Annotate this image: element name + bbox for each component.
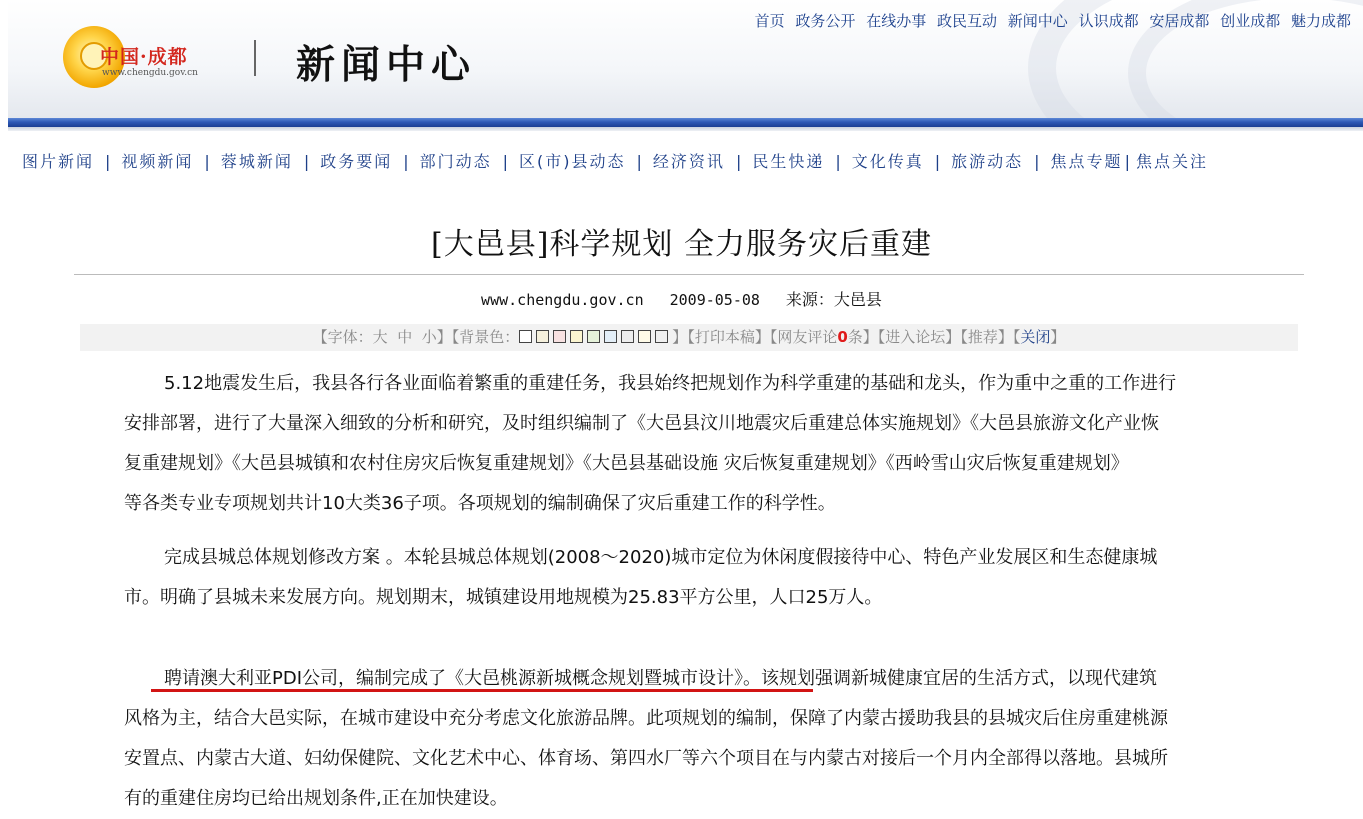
- header-divider: [254, 40, 256, 76]
- nav-culture-news[interactable]: 文化传真: [851, 152, 924, 171]
- site-logo[interactable]: [60, 22, 220, 94]
- nav-separator: |: [502, 152, 509, 171]
- bg-color-label: 【背景色：: [451, 328, 520, 346]
- article-date: 2009-05-08: [669, 291, 760, 309]
- nav-district-news[interactable]: 区(市)县动态: [519, 152, 626, 171]
- forum-link[interactable]: 【进入论坛】: [877, 328, 961, 346]
- red-highlight-underline: [151, 689, 813, 692]
- top-nav-gov-affairs[interactable]: 政务公开: [795, 12, 856, 30]
- paragraph-1: [124, 364, 1264, 524]
- title-divider: [74, 274, 1304, 275]
- bg-color-swatch[interactable]: [519, 330, 532, 343]
- top-nav-news-center[interactable]: 新闻中心: [1007, 12, 1068, 30]
- article-title: [大邑县]科学规划 全力服务灾后重建: [431, 227, 932, 262]
- top-nav-know-chengdu[interactable]: 认识成都: [1078, 12, 1139, 30]
- font-medium-link[interactable]: 中: [397, 328, 413, 346]
- paragraph-line: 市。明确了县城未来发展方向。规划期末，城镇建设用地规模为25.83平方公里，人口25万人。: [124, 587, 883, 608]
- comments-link[interactable]: [770, 328, 878, 346]
- header-shadow-bar: [8, 127, 1363, 131]
- paragraph-line: 等各类专业专项规划共计10大类36子项。各项规划的编制确保了灾后重建工作的科学性。: [124, 493, 836, 514]
- bracket-open: 【: [1012, 328, 1021, 346]
- bg-color-swatch[interactable]: [621, 330, 634, 343]
- nav-economy-news[interactable]: 经济资讯: [652, 152, 725, 171]
- paragraph-2: [124, 538, 1264, 618]
- paragraph-line: 有的重建住房均已给出规划条件,正在加快建设。: [124, 788, 508, 809]
- bracket-close: 】: [672, 328, 688, 346]
- top-nav-live-chengdu[interactable]: 安居成都: [1149, 12, 1210, 30]
- paragraph-line: 聘请澳大利亚PDI公司，编制完成了《大邑桃源新城概念规划暨城市设计》。该规划强调新城健康宜居的生活方式，以现代建筑: [164, 668, 1158, 689]
- comments-label: 【网友评论: [769, 328, 838, 346]
- bg-color-swatch[interactable]: [553, 330, 566, 343]
- top-nav-home[interactable]: 首页: [754, 12, 785, 30]
- paragraph-line: 安排部署，进行了大量深入细致的分析和研究，及时组织编制了《大邑县汶川地震灾后重建总体实施规划》《大邑县旅游文化产业恢: [124, 413, 1159, 434]
- close-link[interactable]: 关闭: [1020, 328, 1051, 346]
- logo-url: www.chengdu.gov.cn: [102, 68, 198, 78]
- top-nav-charm-chengdu[interactable]: 魅力成都: [1290, 12, 1351, 30]
- paragraph-line: 风格为主，结合大邑实际，在城市建设中充分考虑文化旅游品牌。此项规划的编制，保障了内蒙古援助我县的县城灾后住房重建桃源: [124, 708, 1168, 729]
- nav-gov-news[interactable]: 政务要闻: [320, 152, 393, 171]
- font-size-label: 【字体：: [312, 328, 373, 346]
- nav-video-news[interactable]: 视频新闻: [121, 152, 194, 171]
- paragraph-line: 安置点、内蒙古大道、妇幼保健院、文化艺术中心、体育场、第四水厂等六个项目在与内蒙古对接后一个月内全部得以落地。县城所: [124, 748, 1168, 769]
- article-source: 来源：大邑县: [785, 290, 882, 309]
- nav-rongcheng-news[interactable]: 蓉城新闻: [220, 152, 293, 171]
- article-meta: [0, 287, 1363, 310]
- paragraph-line: 5.12地震发生后，我县各行各业面临着繁重的重建任务，我县始终把规划作为科学重建的基础和龙头，作为重中之重的工作进行: [164, 373, 1177, 394]
- nav-focus-attention[interactable]: 焦点关注: [1135, 152, 1208, 171]
- nav-separator: |: [403, 152, 409, 171]
- nav-separator: |: [835, 152, 841, 171]
- paragraph-line: 完成县城总体规划修改方案 。本轮县城总体规划(2008～2020)城市定位为休闲度假接待中心、特色产业发展区和生态健康城: [164, 547, 1158, 568]
- site-header: [8, 0, 1363, 118]
- top-nav-interaction[interactable]: 政民互动: [937, 12, 998, 30]
- bg-color-swatches: [519, 323, 672, 350]
- top-nav: [749, 10, 1351, 31]
- nav-separator: |: [735, 152, 742, 171]
- nav-photo-news[interactable]: 图片新闻: [22, 152, 95, 171]
- nav-separator: |: [1034, 152, 1040, 171]
- article-toolbar: [80, 324, 1298, 351]
- paragraph-3: [124, 659, 1264, 819]
- nav-separator: |: [105, 152, 111, 171]
- recommend-link[interactable]: 【推荐】: [960, 328, 1013, 346]
- bg-color-swatch[interactable]: [655, 330, 668, 343]
- nav-separator: |: [204, 152, 210, 171]
- comment-count: 0: [837, 328, 848, 346]
- header-blue-bar: [8, 118, 1363, 127]
- print-link[interactable]: 【打印本稿】: [687, 328, 770, 346]
- section-title: 新闻中心: [296, 42, 477, 88]
- nav-separator: |: [303, 152, 310, 171]
- nav-dept-news[interactable]: 部门动态: [419, 152, 492, 171]
- bg-color-swatch[interactable]: [536, 330, 549, 343]
- logo-text: 中国·成都: [100, 46, 188, 68]
- paragraph-line: 复重建规划》《大邑县城镇和农村住房灾后恢复重建规划》《大邑县基础设施 灾后恢复重建规划》《西岭雪山灾后恢复重建规划》: [124, 453, 1129, 474]
- bg-color-swatch[interactable]: [604, 330, 617, 343]
- bg-color-swatch[interactable]: [638, 330, 651, 343]
- font-large-link[interactable]: 大: [372, 328, 388, 346]
- font-small-link[interactable]: 小: [421, 328, 437, 346]
- bg-color-swatch[interactable]: [587, 330, 600, 343]
- nav-separator: |: [934, 152, 941, 171]
- comments-suffix: 条】: [847, 328, 878, 346]
- top-nav-business-chengdu[interactable]: 创业成都: [1220, 12, 1281, 30]
- nav-focus-topics[interactable]: 焦点专题: [1050, 152, 1123, 171]
- top-nav-online-services[interactable]: 在线办事: [866, 12, 927, 30]
- bg-color-swatch[interactable]: [570, 330, 583, 343]
- section-nav: [22, 149, 1208, 172]
- bracket-close: 】: [1050, 328, 1066, 346]
- nav-livelihood-news[interactable]: 民生快递: [752, 152, 825, 171]
- bracket-close: 】: [436, 328, 452, 346]
- nav-separator: |: [636, 152, 642, 171]
- nav-separator: |: [1124, 152, 1130, 171]
- article-site: www.chengdu.gov.cn: [481, 291, 644, 309]
- nav-travel-news[interactable]: 旅游动态: [951, 152, 1024, 171]
